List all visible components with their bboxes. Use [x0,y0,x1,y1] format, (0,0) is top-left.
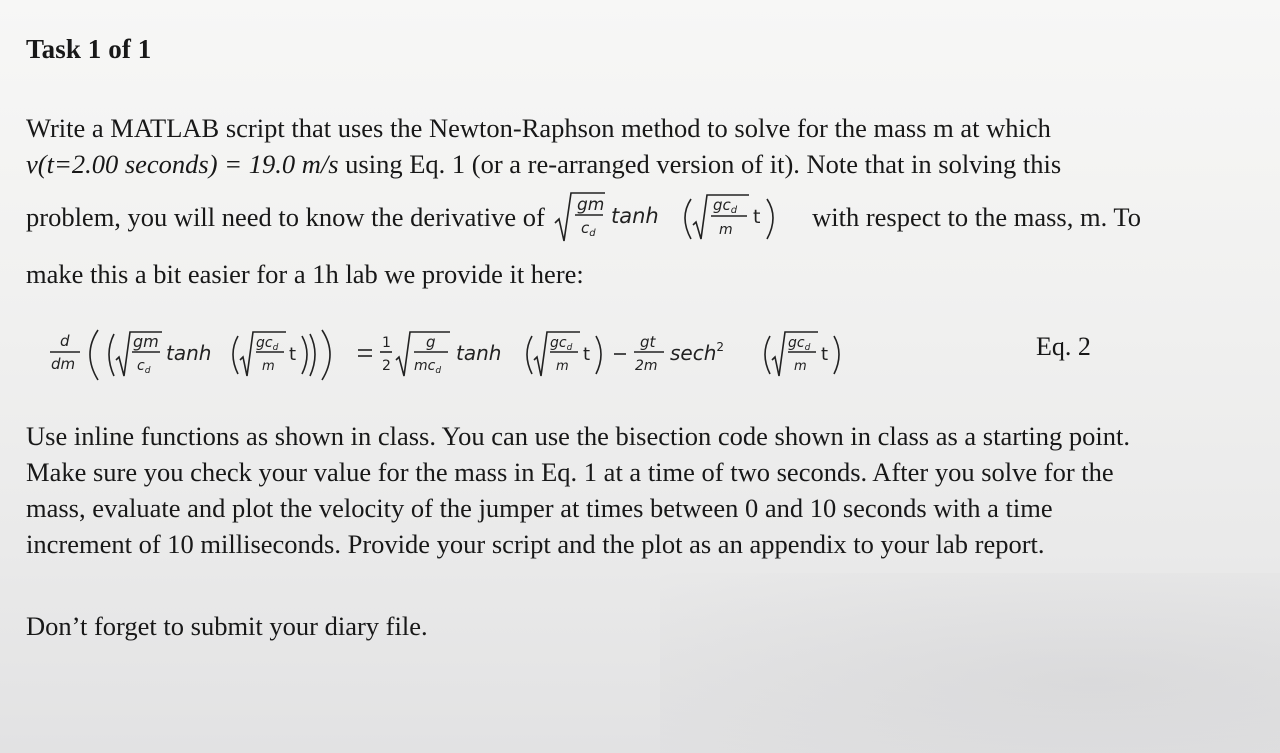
eq-t-1: t [289,344,297,365]
eq-mcd: $mc_d$ [414,358,442,376]
tanh-label: tanh [611,203,660,228]
eq-m-3: m [794,359,807,374]
procedure-line-2: Make sure you check your value for the mass in Eq. 1 at a time of two seconds. After you solve for the [26,457,1114,487]
paragraph-line-3-end: with respect to the mass, m. To [805,202,1141,232]
eq-tanh-1: tanh [166,341,212,365]
numerator-gm: gm [577,194,605,215]
task-title: Task 1 of 1 [26,34,152,64]
eq-tanh-2: tanh [456,341,502,365]
time-t: t [753,205,761,228]
eq-g: g [426,333,436,351]
paragraph-line-1: Write a MATLAB script that uses the Newton-Raphson method to solve for the mass m at which [26,113,1051,143]
outer-left-paren [90,330,98,380]
velocity-condition: v(t=2.00 seconds) = 19.0 m/s [26,149,339,179]
inner-right-paren [310,334,315,376]
eq-m-1: m [262,359,275,374]
inline-derivative-expression [553,189,803,245]
sech-left-paren [765,336,770,374]
d-numerator: d [60,332,70,350]
paragraph-line-3 [26,182,1141,252]
procedure-paragraph [26,418,1130,562]
eq-gcd-2: $gc_d$ [550,335,573,353]
tanh-left-paren [233,336,238,374]
paragraph-line-2-rest: using Eq. 1 (or a re-arranged version of it). Note that in solving this [338,149,1062,179]
eq-2m: 2m [635,358,658,374]
inner-left-paren [109,334,114,376]
instructions-paragraph [26,110,1141,292]
procedure-line-1: Use inline functions as shown in class. You can use the bisection code shown in class as a starting point. [26,421,1131,451]
paper-shading [660,573,1280,753]
numerator-gcd: $gc_d$ [713,195,738,216]
equation-2-svg [46,322,926,412]
eq-m-2: m [556,359,569,374]
eq-gcd-1: $gc_d$ [256,335,279,353]
eq-gt: gt [640,333,656,351]
procedure-line-3: mass, evaluate and plot the velocity of the jumper at times between 0 and 10 seconds with a time [26,493,1053,523]
denominator-m: m [719,221,734,238]
equation-2-label: Eq. 2 [1036,332,1091,361]
eq-two: 2 [382,358,391,374]
eq-t-2: t [583,344,591,365]
eq-gm: gm [133,332,159,351]
tanh-right-paren [302,336,307,374]
eq-sech2: sech$^2$ [670,340,725,365]
tanh2-right-paren [596,336,601,374]
procedure-line-4: increment of 10 milliseconds. Provide your script and the plot as an appendix to your lab report. [26,529,1045,559]
right-paren [767,199,773,239]
reminder-paragraph: Don’t forget to submit your diary file. [26,611,428,641]
eq-one: 1 [382,335,391,351]
tanh2-left-paren [527,336,532,374]
left-paren [685,199,691,239]
denominator-cd: $c_d$ [581,218,597,239]
outer-right-paren [322,330,330,380]
inline-formula-svg [553,189,803,245]
paragraph-line-3-start: problem, you will need to know the derivative of [26,202,552,232]
paragraph-line-4: make this a bit easier for a 1h lab we provide it here: [26,259,584,289]
paragraph-line-2 [26,146,1141,182]
sech-right-paren [834,336,839,374]
eq-cd: $c_d$ [137,358,151,376]
eq-t-3: t [821,344,829,365]
dm-denominator: dm [51,355,76,373]
eq-gcd-3: $gc_d$ [788,335,811,353]
